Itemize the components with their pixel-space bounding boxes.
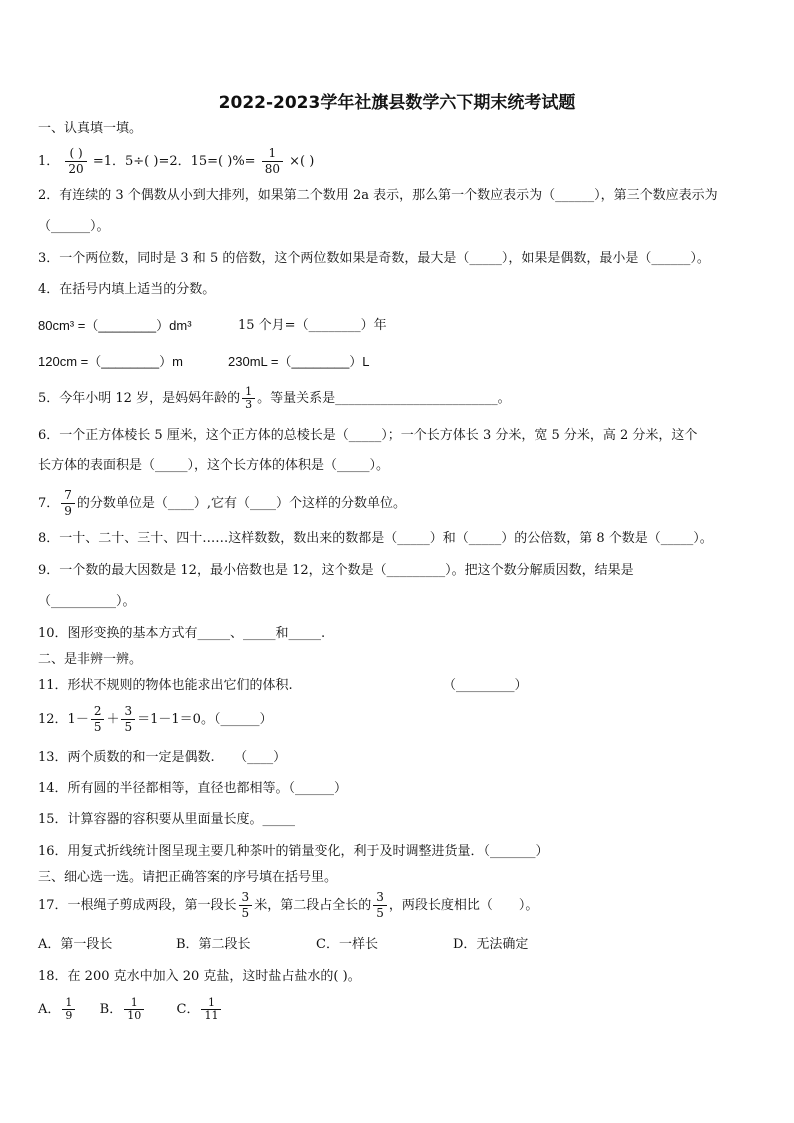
question-18: 18．在 200 克水中加入 20 克盐，这时盐占盐水的( )。 (38, 969, 361, 984)
question-4-row-2a: 120cm =（________）m (38, 354, 183, 369)
q1-fraction-2: $\frac{1}{80}$ (262, 146, 283, 177)
question-4-row-1a: 80cm³ =（________）dm³ (38, 318, 192, 333)
q7-fraction: $\frac{7}{9}$ (61, 488, 75, 519)
question-7: 7． $\frac{7}{9}$ 的分数单位是（____）,它有（____）个这样的分数单位。 (38, 488, 407, 518)
question-17: 17．一根绳子剪成两段，第一段长 $\frac{3}{5}$ 米，第二段占全长的 $\frac{3}{5}$ ，两段长度相比（ ）。 (38, 890, 539, 920)
q1-fraction-1: $\frac{( )}{20}$ (65, 146, 86, 177)
question-3: 3．一个两位数，同时是 3 和 5 的倍数，这个两位数如果是奇数，最大是（_____），如果是偶数，最小是（______）。 (38, 251, 710, 266)
q17-fraction-1: $\frac{3}{5}$ (239, 890, 253, 921)
question-16: 16．用复式折线统计图呈现主要几种茶叶的销量变化，利于及时调整进货量．（_______） (38, 844, 549, 859)
question-4-row-2b: 230mL =（________）L (228, 354, 370, 369)
section-heading-3: 三、细心选一选。请把正确答案的序号填在括号里。 (38, 870, 338, 885)
q12-fraction-2: $\frac{3}{5}$ (121, 704, 135, 735)
q1-middle-text: =1．5÷( )=2．15=( )%= (92, 154, 256, 169)
question-4-row-1b: 15 个月=（________）年 (238, 318, 387, 333)
question-17-option-a: A．第一段长 (38, 937, 113, 952)
question-9-line-1: 9．一个数的最大因数是 12，最小倍数也是 12，这个数是（_________）。把这个数分解质因数，结果是 (38, 563, 634, 578)
q1-number: 1． (38, 154, 60, 169)
q18-option-a-label: A． (38, 1002, 61, 1017)
question-2-line-1: 2．有连续的 3 个偶数从小到大排列，如果第二个数用 2a 表示，那么第一个数应表示为（______），第三个数应表示为 (38, 188, 718, 203)
question-17-option-d: D．无法确定 (453, 937, 529, 952)
question-9-line-2: （__________）。 (38, 594, 136, 609)
q5-fraction: $\frac{1}{3}$ (242, 386, 255, 411)
question-5: 5．今年小明 12 岁，是妈妈年龄的 $\frac{1}{3}$ 。等量关系是_________________________。 (38, 385, 511, 411)
question-14: 14．所有圆的半径都相等，直径也都相等。（______） (38, 781, 348, 796)
question-11-answer: （_________） (443, 678, 528, 693)
section-heading-1: 一、认真填一填。 (38, 121, 143, 136)
q18-option-b-fraction: $\frac{1}{10}$ (124, 997, 144, 1022)
q18-option-b-label: B． (99, 1002, 123, 1017)
question-1 (38, 146, 314, 177)
question-18-options (38, 997, 223, 1022)
question-10: 10．图形变换的基本方式有_____、_____和_____. (38, 626, 326, 641)
question-6-line-2: 长方体的表面积是（_____），这个长方体的体积是（_____）。 (38, 458, 390, 473)
question-13: 13．两个质数的和一定是偶数. （____） (38, 750, 287, 765)
q12-fraction-1: $\frac{2}{5}$ (91, 704, 105, 735)
question-17-option-b: B．第二段长 (176, 937, 251, 952)
question-4: 4．在括号内填上适当的分数。 (38, 282, 216, 297)
section-heading-2: 二、是非辨一辨。 (38, 652, 143, 667)
q18-option-c-label: C． (176, 1002, 200, 1017)
q18-option-c-fraction: $\frac{1}{11}$ (201, 997, 221, 1022)
q17-fraction-2: $\frac{3}{5}$ (373, 890, 387, 921)
question-8: 8．一十、二十、三十、四十……这样数数，数出来的数都是（_____）和（_____）的公倍数，第 8 个数是（_____）。 (38, 531, 713, 546)
question-6-line-1: 6．一个正方体棱长 5 厘米，这个正方体的总棱长是（_____）；一个长方体长 3 分米，宽 5 分米，高 2 分米，这个 (38, 428, 698, 443)
question-17-option-c: C．一样长 (316, 937, 378, 952)
question-15: 15．计算容器的容积要从里面量长度。_____ (38, 812, 296, 827)
page-title: 2022-2023学年社旗县数学六下期末统考试题 (218, 93, 576, 113)
question-2-line-2: （______）。 (38, 219, 110, 234)
q18-option-a-fraction: $\frac{1}{9}$ (62, 997, 75, 1022)
question-11: 11．形状不规则的物体也能求出它们的体积. (38, 678, 293, 693)
question-12: 12．1－ $\frac{2}{5}$ ＋ $\frac{3}{5}$ ＝1－1＝0。（______） (38, 704, 273, 734)
q1-tail-text: ×( ) (289, 154, 315, 169)
